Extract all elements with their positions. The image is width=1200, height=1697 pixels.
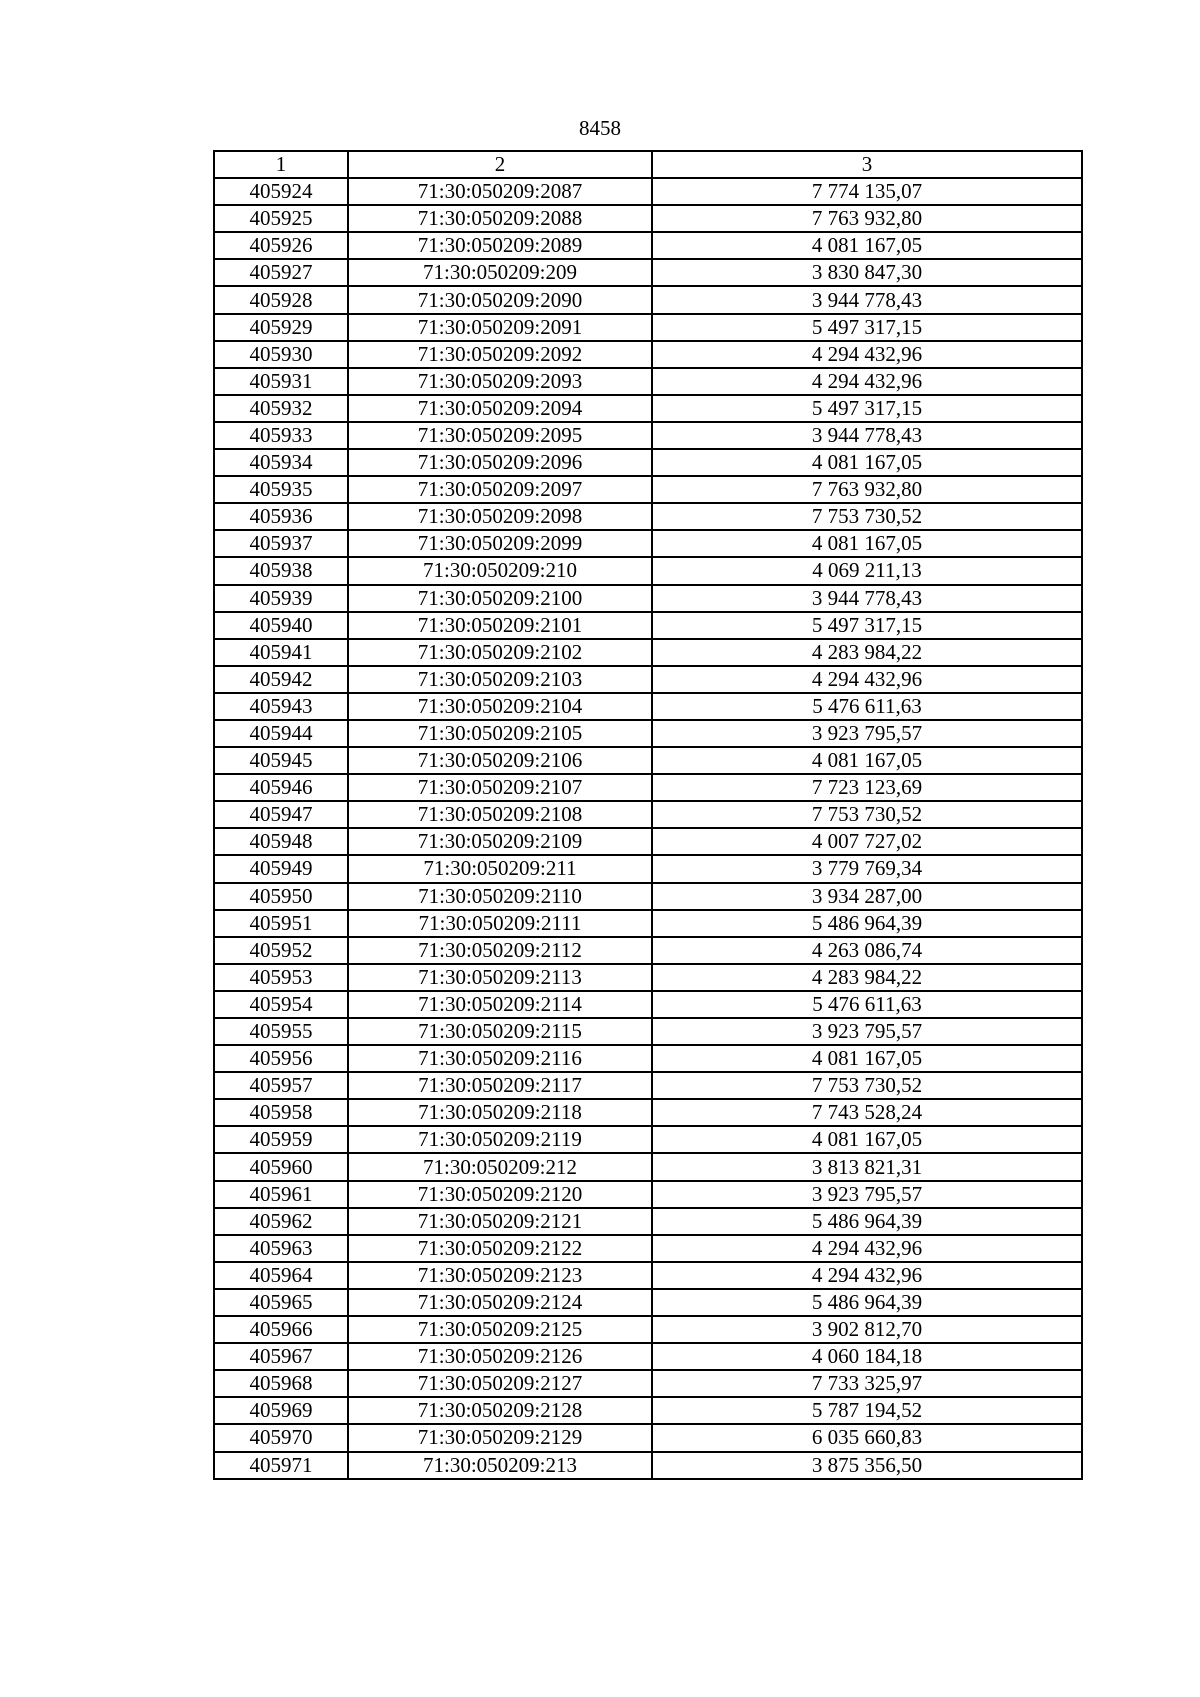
cell-cadastral-number: 71:30:050209:2092 [348, 341, 652, 368]
table-row [214, 1424, 1082, 1451]
cell-row-number: 405942 [214, 666, 348, 693]
cell-row-number: 405929 [214, 314, 348, 341]
cell-row-number: 405955 [214, 1018, 348, 1045]
cell-row-number: 405928 [214, 286, 348, 313]
table-row [214, 286, 1082, 313]
cell-cadastral-number: 71:30:050209:2128 [348, 1397, 652, 1424]
table-row [214, 1397, 1082, 1424]
cell-cadastral-number: 71:30:050209:2122 [348, 1235, 652, 1262]
cell-row-number: 405936 [214, 503, 348, 530]
cell-value: 4 294 432,96 [652, 1262, 1082, 1289]
cell-value: 3 813 821,31 [652, 1153, 1082, 1180]
cell-row-number: 405939 [214, 585, 348, 612]
table-row [214, 395, 1082, 422]
cell-cadastral-number: 71:30:050209:2108 [348, 801, 652, 828]
cell-row-number: 405965 [214, 1289, 348, 1316]
table-row [214, 585, 1082, 612]
cell-cadastral-number: 71:30:050209:2121 [348, 1208, 652, 1235]
cell-cadastral-number: 71:30:050209:2114 [348, 991, 652, 1018]
cell-value: 4 081 167,05 [652, 1045, 1082, 1072]
cell-value: 5 486 964,39 [652, 1289, 1082, 1316]
cell-row-number: 405924 [214, 178, 348, 205]
cell-value: 7 733 325,97 [652, 1370, 1082, 1397]
cell-cadastral-number: 71:30:050209:2111 [348, 910, 652, 937]
cell-cadastral-number: 71:30:050209:2120 [348, 1181, 652, 1208]
cell-row-number: 405930 [214, 341, 348, 368]
cell-row-number: 405963 [214, 1235, 348, 1262]
cell-value: 4 081 167,05 [652, 449, 1082, 476]
table-row [214, 774, 1082, 801]
cell-row-number: 405967 [214, 1343, 348, 1370]
cell-value: 5 497 317,15 [652, 612, 1082, 639]
table-row [214, 1343, 1082, 1370]
cell-cadastral-number: 71:30:050209:210 [348, 557, 652, 584]
cell-value: 5 497 317,15 [652, 314, 1082, 341]
table-row [214, 1289, 1082, 1316]
cell-cadastral-number: 71:30:050209:2091 [348, 314, 652, 341]
column-header: 1 [214, 151, 348, 178]
cell-row-number: 405940 [214, 612, 348, 639]
cell-row-number: 405970 [214, 1424, 348, 1451]
cell-cadastral-number: 71:30:050209:2101 [348, 612, 652, 639]
cell-value: 7 763 932,80 [652, 205, 1082, 232]
table-row [214, 259, 1082, 286]
cell-value: 4 294 432,96 [652, 1235, 1082, 1262]
cell-cadastral-number: 71:30:050209:2116 [348, 1045, 652, 1072]
cell-value: 7 723 123,69 [652, 774, 1082, 801]
cell-cadastral-number: 71:30:050209:2095 [348, 422, 652, 449]
cell-cadastral-number: 71:30:050209:2096 [348, 449, 652, 476]
cell-row-number: 405964 [214, 1262, 348, 1289]
cell-value: 4 081 167,05 [652, 232, 1082, 259]
table-row [214, 1072, 1082, 1099]
cell-row-number: 405934 [214, 449, 348, 476]
cell-value: 7 753 730,52 [652, 1072, 1082, 1099]
table-row [214, 1262, 1082, 1289]
cell-row-number: 405950 [214, 883, 348, 910]
cell-row-number: 405944 [214, 720, 348, 747]
table-row [214, 178, 1082, 205]
cell-cadastral-number: 71:30:050209:2117 [348, 1072, 652, 1099]
cell-row-number: 405953 [214, 964, 348, 991]
cell-cadastral-number: 71:30:050209:2093 [348, 368, 652, 395]
cell-value: 3 902 812,70 [652, 1316, 1082, 1343]
cell-row-number: 405962 [214, 1208, 348, 1235]
table-row [214, 1370, 1082, 1397]
cell-row-number: 405945 [214, 747, 348, 774]
table-row [214, 855, 1082, 882]
cell-cadastral-number: 71:30:050209:213 [348, 1452, 652, 1479]
cell-cadastral-number: 71:30:050209:2113 [348, 964, 652, 991]
cell-value: 3 944 778,43 [652, 585, 1082, 612]
cell-cadastral-number: 71:30:050209:2105 [348, 720, 652, 747]
cell-cadastral-number: 71:30:050209:2102 [348, 639, 652, 666]
cell-value: 7 774 135,07 [652, 178, 1082, 205]
cell-row-number: 405925 [214, 205, 348, 232]
table-row [214, 747, 1082, 774]
cell-value: 3 830 847,30 [652, 259, 1082, 286]
cell-cadastral-number: 71:30:050209:2089 [348, 232, 652, 259]
cell-row-number: 405971 [214, 1452, 348, 1479]
cell-cadastral-number: 71:30:050209:2123 [348, 1262, 652, 1289]
table-row [214, 1316, 1082, 1343]
cell-cadastral-number: 71:30:050209:2103 [348, 666, 652, 693]
cell-value: 4 294 432,96 [652, 341, 1082, 368]
table-row [214, 422, 1082, 449]
table-row [214, 639, 1082, 666]
cell-cadastral-number: 71:30:050209:2124 [348, 1289, 652, 1316]
column-header: 2 [348, 151, 652, 178]
cell-cadastral-number: 71:30:050209:2129 [348, 1424, 652, 1451]
cell-value: 4 294 432,96 [652, 666, 1082, 693]
cell-value: 3 944 778,43 [652, 286, 1082, 313]
table-row [214, 449, 1082, 476]
cell-value: 3 934 287,00 [652, 883, 1082, 910]
cell-row-number: 405947 [214, 801, 348, 828]
cell-row-number: 405960 [214, 1153, 348, 1180]
cell-value: 4 283 984,22 [652, 964, 1082, 991]
table-row [214, 666, 1082, 693]
table-row [214, 801, 1082, 828]
table-row [214, 557, 1082, 584]
cell-value: 7 753 730,52 [652, 503, 1082, 530]
table-row [214, 1153, 1082, 1180]
cell-cadastral-number: 71:30:050209:2088 [348, 205, 652, 232]
cell-cadastral-number: 71:30:050209:211 [348, 855, 652, 882]
table-row [214, 883, 1082, 910]
cell-value: 4 007 727,02 [652, 828, 1082, 855]
table-row [214, 1208, 1082, 1235]
cell-cadastral-number: 71:30:050209:2097 [348, 476, 652, 503]
table-row [214, 476, 1082, 503]
cell-value: 3 923 795,57 [652, 720, 1082, 747]
table-row [214, 503, 1082, 530]
cell-value: 4 081 167,05 [652, 1126, 1082, 1153]
table-row [214, 828, 1082, 855]
table-row [214, 1235, 1082, 1262]
cell-value: 4 263 086,74 [652, 937, 1082, 964]
table-row [214, 1181, 1082, 1208]
cell-row-number: 405948 [214, 828, 348, 855]
table-row [214, 368, 1082, 395]
cell-cadastral-number: 71:30:050209:2126 [348, 1343, 652, 1370]
cell-cadastral-number: 71:30:050209:2098 [348, 503, 652, 530]
cell-cadastral-number: 71:30:050209:2119 [348, 1126, 652, 1153]
cell-cadastral-number: 71:30:050209:2104 [348, 693, 652, 720]
table-row [214, 991, 1082, 1018]
cell-row-number: 405927 [214, 259, 348, 286]
cell-cadastral-number: 71:30:050209:2109 [348, 828, 652, 855]
cell-row-number: 405957 [214, 1072, 348, 1099]
cell-value: 7 743 528,24 [652, 1099, 1082, 1126]
cell-row-number: 405949 [214, 855, 348, 882]
cell-row-number: 405954 [214, 991, 348, 1018]
cell-row-number: 405943 [214, 693, 348, 720]
cell-cadastral-number: 71:30:050209:2118 [348, 1099, 652, 1126]
cell-cadastral-number: 71:30:050209:2107 [348, 774, 652, 801]
cell-value: 3 944 778,43 [652, 422, 1082, 449]
cell-cadastral-number: 71:30:050209:2125 [348, 1316, 652, 1343]
cell-cadastral-number: 71:30:050209:2115 [348, 1018, 652, 1045]
cell-row-number: 405958 [214, 1099, 348, 1126]
cell-value: 4 283 984,22 [652, 639, 1082, 666]
cell-value: 3 779 769,34 [652, 855, 1082, 882]
cell-row-number: 405968 [214, 1370, 348, 1397]
cell-cadastral-number: 71:30:050209:2106 [348, 747, 652, 774]
cell-value: 4 294 432,96 [652, 368, 1082, 395]
cell-row-number: 405959 [214, 1126, 348, 1153]
cell-row-number: 405935 [214, 476, 348, 503]
cell-cadastral-number: 71:30:050209:2110 [348, 883, 652, 910]
cell-row-number: 405937 [214, 530, 348, 557]
column-header: 3 [652, 151, 1082, 178]
table-header-row [214, 151, 1082, 178]
cell-value: 4 081 167,05 [652, 530, 1082, 557]
cell-row-number: 405946 [214, 774, 348, 801]
table-row [214, 205, 1082, 232]
cell-cadastral-number: 71:30:050209:212 [348, 1153, 652, 1180]
cell-value: 4 069 211,13 [652, 557, 1082, 584]
cell-cadastral-number: 71:30:050209:2094 [348, 395, 652, 422]
cell-value: 3 923 795,57 [652, 1018, 1082, 1045]
table-row [214, 964, 1082, 991]
cell-cadastral-number: 71:30:050209:2090 [348, 286, 652, 313]
cell-row-number: 405961 [214, 1181, 348, 1208]
table-row [214, 232, 1082, 259]
cell-value: 5 476 611,63 [652, 991, 1082, 1018]
cell-value: 4 060 184,18 [652, 1343, 1082, 1370]
cell-value: 4 081 167,05 [652, 747, 1082, 774]
table-row [214, 1018, 1082, 1045]
table-row [214, 937, 1082, 964]
table-row [214, 1452, 1082, 1479]
cell-value: 5 497 317,15 [652, 395, 1082, 422]
table-row [214, 720, 1082, 747]
cell-value: 5 476 611,63 [652, 693, 1082, 720]
cell-row-number: 405952 [214, 937, 348, 964]
cell-value: 3 875 356,50 [652, 1452, 1082, 1479]
cell-value: 7 753 730,52 [652, 801, 1082, 828]
cell-value: 6 035 660,83 [652, 1424, 1082, 1451]
cell-value: 5 486 964,39 [652, 910, 1082, 937]
cell-cadastral-number: 71:30:050209:2100 [348, 585, 652, 612]
cell-row-number: 405938 [214, 557, 348, 584]
cell-value: 7 763 932,80 [652, 476, 1082, 503]
table-row [214, 530, 1082, 557]
cell-row-number: 405966 [214, 1316, 348, 1343]
cell-row-number: 405932 [214, 395, 348, 422]
cell-row-number: 405969 [214, 1397, 348, 1424]
cell-value: 3 923 795,57 [652, 1181, 1082, 1208]
cell-value: 5 787 194,52 [652, 1397, 1082, 1424]
cell-value: 5 486 964,39 [652, 1208, 1082, 1235]
cell-row-number: 405926 [214, 232, 348, 259]
cell-cadastral-number: 71:30:050209:2087 [348, 178, 652, 205]
table-row [214, 1099, 1082, 1126]
cell-cadastral-number: 71:30:050209:2099 [348, 530, 652, 557]
cell-cadastral-number: 71:30:050209:2112 [348, 937, 652, 964]
table-row [214, 910, 1082, 937]
cell-cadastral-number: 71:30:050209:2127 [348, 1370, 652, 1397]
table-row [214, 612, 1082, 639]
cell-row-number: 405956 [214, 1045, 348, 1072]
cell-row-number: 405941 [214, 639, 348, 666]
cell-row-number: 405951 [214, 910, 348, 937]
cell-row-number: 405931 [214, 368, 348, 395]
data-table [213, 150, 1083, 1480]
cell-row-number: 405933 [214, 422, 348, 449]
cell-cadastral-number: 71:30:050209:209 [348, 259, 652, 286]
page-number: 8458 [579, 116, 621, 140]
table-row [214, 693, 1082, 720]
table-row [214, 1045, 1082, 1072]
table-row [214, 314, 1082, 341]
table-row [214, 341, 1082, 368]
table-body [214, 178, 1082, 1479]
table-row [214, 1126, 1082, 1153]
